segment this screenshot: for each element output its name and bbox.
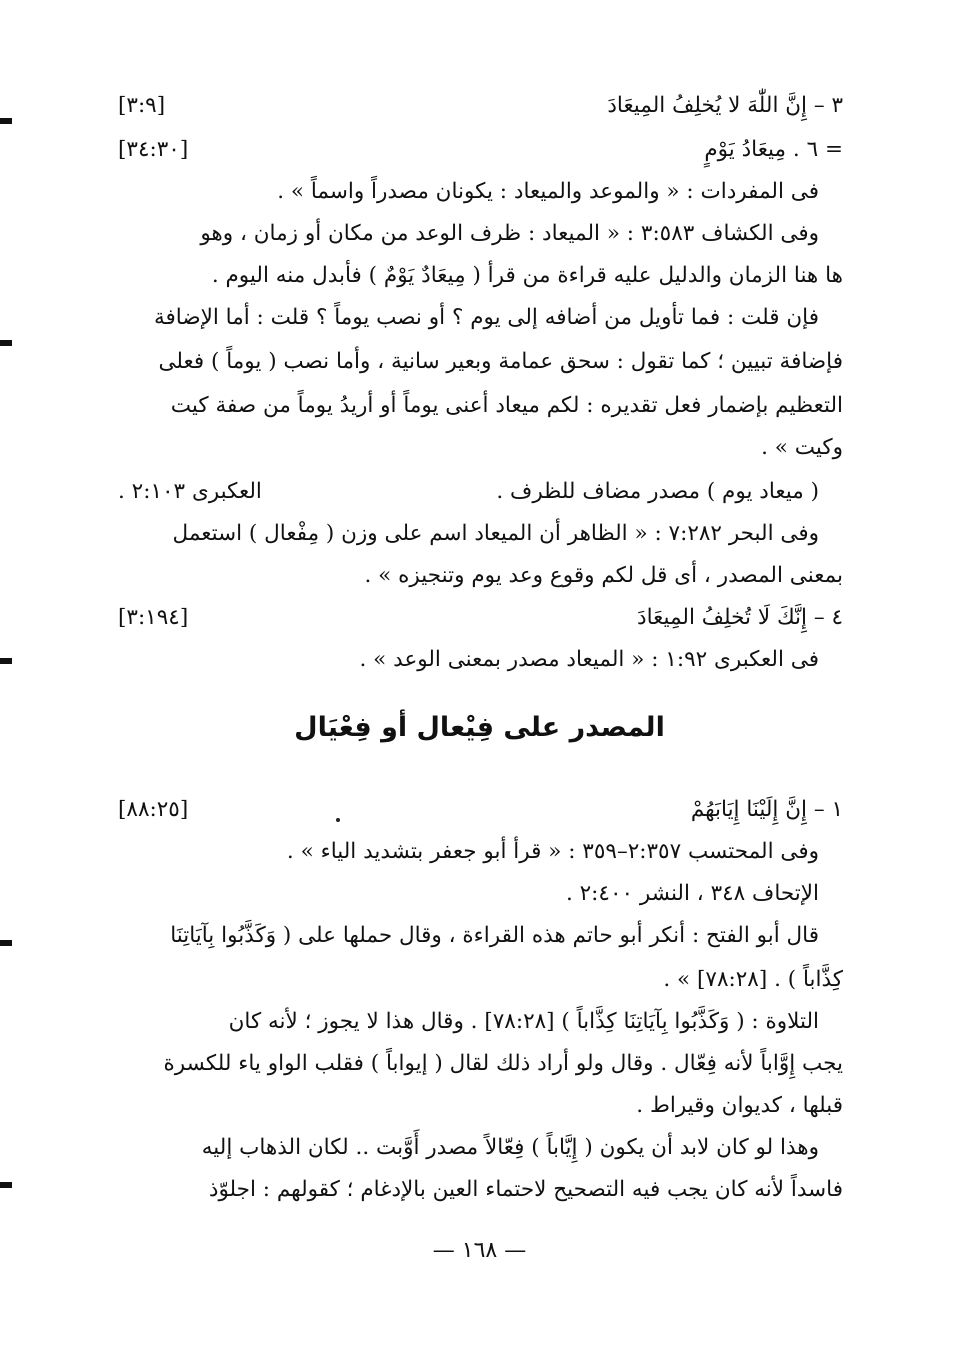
text-line: التلاوة : ( وَكَذَّبُوا بِآيَاتِنَا كِذَّاباً ) [٧٨:٢٨] . وقال هذا لا يجوز ؛ لأنه كان bbox=[228, 1009, 819, 1034]
text-line: وكيت » . bbox=[761, 435, 843, 460]
text-line: الإتحاف ٣٤٨ ، النشر ٢:٤٠٠ . bbox=[565, 881, 819, 906]
binding-mark bbox=[0, 340, 12, 346]
binding-mark bbox=[0, 940, 12, 946]
text-line: وفى الكشاف ٣:٥٨٣ : « الميعاد : ظرف الوعد من مكان أو زمان ، وهو bbox=[200, 221, 819, 246]
text-line: قبلها ، كديوان وقيراط . bbox=[636, 1093, 843, 1118]
verse-reference: [٨٨:٢٥] bbox=[118, 797, 189, 822]
text-line: فى العكبرى ١:٩٢ : « الميعاد مصدر بمعنى الوعد » . bbox=[359, 647, 819, 672]
binding-mark bbox=[0, 118, 12, 124]
text-line: فإن قلت : فما تأويل من أضافه إلى يوم ؟ أو نصب يوماً ؟ قلت : أما الإضافة bbox=[153, 305, 819, 330]
text-line: يجب إِوَّاباً لأنه فِعّال . وقال ولو أراد ذلك لقال ( إيواباً ) فقلب الواو ياء للكسرة bbox=[163, 1051, 843, 1076]
text-line bbox=[118, 472, 819, 512]
verse-reference: [٣:٩] bbox=[118, 93, 166, 118]
verse-reference: [٣:١٩٤] bbox=[118, 605, 189, 630]
text-line: قال أبو الفتح : أنكر أبو حاتم هذه القراءة ، وقال حملها على ( وَكَذَّبُوا بِآيَاتِنَا bbox=[170, 923, 819, 948]
text-line: فى المفردات : « والموعد والميعاد : يكونان مصدراً واسماً » . bbox=[277, 179, 819, 204]
citation: العكبرى ٢:١٠٣ . bbox=[118, 479, 262, 504]
text-line: وفى البحر ٧:٢٨٢ : « الظاهر أن الميعاد اسم على وزن ( مِفْعال ) استعمل bbox=[172, 521, 819, 546]
verse-line: = ٦ . مِيعَادُ يَوْمٍ bbox=[704, 137, 843, 162]
text-line: وفى المحتسب ٢:٣٥٧–٣٥٩ : « قرأ أبو جعفر بتشديد الياء » . bbox=[286, 839, 819, 864]
verse-line: ٤ – إِنَّكَ لَا تُخلِفُ المِيعَادَ bbox=[637, 605, 843, 630]
page-number: — ١٦٨ — bbox=[432, 1238, 527, 1263]
text-segment: ( ميعاد يوم ) مصدر مضاف للظرف . bbox=[496, 479, 819, 504]
text-line: ها هنا الزمان والدليل عليه قراءة من قرأ ( مِيعَادٌ يَوْمٌ ) فأبدل منه اليوم . bbox=[211, 263, 843, 288]
binding-mark bbox=[0, 1182, 12, 1188]
verse-reference: [٣٤:٣٠] bbox=[118, 137, 189, 162]
text-line: فاسداً لأنه كان يجب فيه التصحيح لاحتماء العين بالإدغام ؛ كقولهم : اجلوّذ bbox=[208, 1177, 843, 1202]
text-line: كِذَّاباً ) . [٧٨:٢٨] » . bbox=[663, 967, 843, 992]
text-line: التعظيم بإضمار فعل تقديره : لكم ميعاد أعنى يوماً أو أريدُ يوماً من صفة كيت bbox=[170, 393, 843, 418]
binding-mark bbox=[0, 658, 12, 664]
text-line: وهذا لو كان لابد أن يكون ( إِيَّاباً ) فِعّالاً مصدر أَوَّبت .. لكان الذهاب إليه bbox=[201, 1135, 819, 1160]
text-line: فإضافة تبيين ؛ كما تقول : سحق عمامة وبعير سانية ، وأما نصب ( يوماً ) فعلى bbox=[158, 349, 843, 374]
text-line: بمعنى المصدر ، أى قل لكم وقوع وعد يوم وتنجيزه » . bbox=[364, 563, 843, 588]
verse-line: ١ – إِنَّ إِلَيْنَا إِيَابَهُمْ bbox=[690, 797, 843, 822]
section-heading: المصدر على فِيْعال أو فِعْيَال bbox=[294, 712, 665, 743]
verse-line: ٣ – إِنَّ اللّٰهَ لا يُخلِفُ المِيعَادَ bbox=[607, 93, 843, 118]
